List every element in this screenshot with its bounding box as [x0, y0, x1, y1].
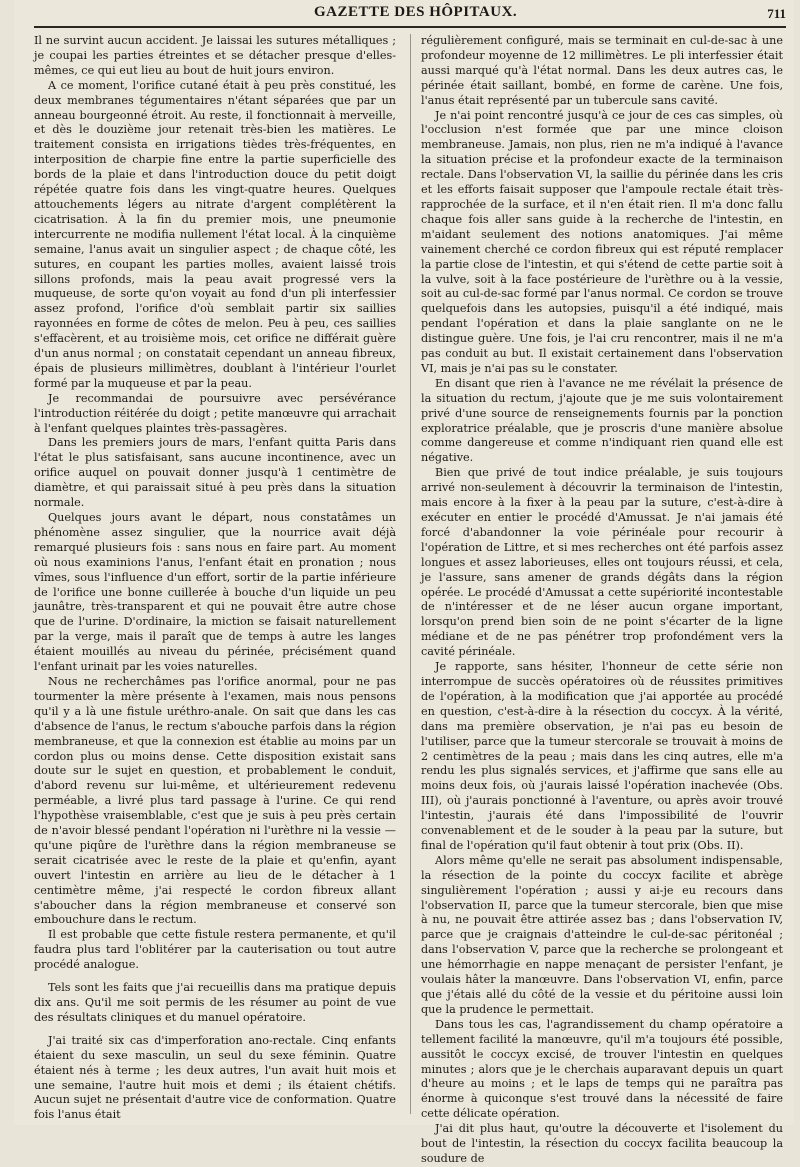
page-number: 711 — [767, 6, 786, 21]
paragraph: Quelques jours avant le départ, nous constatâmes un phénomène assez singulier, que la nourrice avait déjà remarqué plusieurs fois : sans nous en faire part. Au moment où nous examinions l'anus, l'enfant était en pronation ; nous vîmes, sous l'influence d'un effort, sortir de la partie inférieure de l'orifice une bonne cuillerée à bouche d'un liquide un peu jaunâtre, très-transparent et qui ne pouvait être autre chose que de l'urine. D'ordinaire, la miction se faisait naturellement par la verge, mais il paraît que de temps à autre les langes étaient mouillés au niveau du périnée, précisément quand l'enfant urinait par les voies naturelles. — [34, 511, 396, 674]
right-column — [421, 34, 783, 1165]
paragraph: Je recommandai de poursuivre avec persévérance l'introduction réitérée du doigt ; petite manœuvre qui arrachait à l'enfant quelques plaintes très-passagères. — [34, 391, 396, 435]
paragraph: Alors même qu'elle ne serait pas absolument indispensable, la résection de la pointe du coccyx facilite et abrège singulièrement l'opération ; aussi y ai-je eu recours dans l'observation II, parce que la tumeur stercorale, bien que mise à nu, ne pouvait être attirée assez bas ; dans l'observation IV, parce que je craignais d'atteindre le cul-de-sac péritonéal ; dans l'observation V, parce que la recherche se prolongeant et une hémorrhagie en nappe menaçant de persister l'enfant, je voulais hâter la manœuvre. Dans l'observation VI, enfin, parce que j'étais allé du côté de la vessie et du péritoine aussi loin que la prudence le permettait. — [421, 853, 783, 1016]
page-header — [14, 0, 794, 26]
paragraph: Nous ne recherchâmes pas l'orifice anormal, pour ne pas tourmenter la mère présente à l'examen, mais nous pensons qu'il y a là une fistule uréthro-anale. On sait que dans les cas d'absence de l'anus, le rectum s'abouche parfois dans la région membraneuse, et que la connexion est établie au moins par un cordon plus ou moins dense. Cette disposition existait sans doute sur le sujet en question, et probablement le conduit, d'abord revenu sur lui-même, et ultérieurement redevenu perméable, a livré plus tard passage à l'urine. Ce qui rend l'hypothèse vraisemblable, c'est que je suis à peu près certain de n'avoir blessé pendant l'opération ni l'urèthre ni la vessie — qu'une piqûre de l'urèthre dans la région membraneuse se serait cicatrisée avec le reste de la plaie et qu'enfin, ayant ouvert l'intestin en arrière au lieu de le détacher à 1 centimètre même, j'ai respecté le cordon fibreux allant s'aboucher dans la région membraneuse et conservé son embouchure dans le rectum. — [34, 674, 396, 927]
paragraph: En disant que rien à l'avance ne me révélait la présence de la situation du rectum, j'ajoute que je me suis volontairement privé d'une source de renseignements fournis par la ponction exploratrice préalable, que je proscris d'une manière absolue comme dangereuse et comme n'indiquant rien quand elle est négative. — [421, 376, 783, 465]
paragraph: Bien que privé de tout indice préalable, je suis toujours arrivé non-seulement à découvrir la terminaison de l'intestin, mais encore à la fixer à la peau par la suture, c'est-à-dire à exécuter en entier le procédé d'Amussat. Je n'ai jamais été forcé d'abandonner la voie périnéale pour recourir à l'opération de Littre, et si mes recherches ont été parfois assez longues et assez laborieuses, elles ont toujours réussi, et cela, je l'assure, sans amener de grands dégâts dans la région opérée. Le procédé d'Amussat a cette supériorité incontestable de n'intéresser et de ne léser aucun organe important, lorsqu'on prend bien soin de ne point s'écarter de la ligne médiane et de ne pas pénétrer trop profondément vers la cavité périnéale. — [421, 466, 783, 659]
paragraph: A ce moment, l'orifice cutané était à peu près constitué, les deux membranes tégumentaires n'étant séparées que par un anneau bourgeonné étroit. Au reste, il fonctionnait à merveille, et dès le douzième jour retenait très-bien les matières. Le traitement consista en irrigations tièdes très-fréquentes, en interposition de charpie fine entre la partie superficielle des bords de la plaie et dans l'introduction douce du petit doigt répétée quatre fois dans les vingt-quatre heures. Quelques attouchements légers au nitrate d'argent complétèrent la cicatrisation. À la fin du premier mois, une pneumonie intercurrente ne modifia nullement l'état local. À la cinquième semaine, l'anus avait un singulier aspect ; de chaque côté, les sutures, en coupant les parties molles, avaient laissé trois sillons profonds, mais la peau avait progressé vers la muqueuse, de sorte qu'on voyait au fond d'un pli interfessier assez profond, l'orifice d'où semblait partir six saillies rayonnées en forme de côtes de melon. Peu à peu, ces saillies s'effacèrent, et au troisième mois, cet orifice ne différait guère d'un anus normal ; on constatait cependant un anneau fibreux, épais de plusieurs millimètres, doublant à l'intérieur l'ourlet formé par la muqueuse et par la peau. — [34, 78, 396, 390]
paragraph: Tels sont les faits que j'ai recueillis dans ma pratique depuis dix ans. Qu'il me soit permis de les résumer au point de vue des résultats cliniques et du manuel opératoire. — [34, 981, 396, 1024]
paragraph: Il ne survint aucun accident. Je laissai les sutures métalliques ; je coupai les parties étreintes et se détacher presque d'elles-mêmes, ce qui eut lieu au bout de huit jours environ. — [34, 34, 396, 77]
paragraph: Dans les premiers jours de mars, l'enfant quitta Paris dans l'état le plus satisfaisant, sans aucune incontinence, avec un orifice auquel on pouvait donner jusqu'à 1 centimètre de diamètre, et qui paraissait situé à peu près dans la situation normale. — [34, 436, 396, 510]
header-rule — [34, 26, 786, 28]
paragraph: Je n'ai point rencontré jusqu'à ce jour de ces cas simples, où l'occlusion n'est formée que par une mince cloison membraneuse. Jamais, non plus, rien ne m'a indiqué à l'avance la situation précise et la profondeur exacte de la terminaison rectale. Dans l'observation VI, la saillie du périnée dans les cris et les efforts faisait supposer que l'ampoule rectale était très-rapprochée de la surface, et il n'en était rien. Il m'a donc fallu chaque fois aller sans guide à la recherche de l'intestin, en m'aidant seulement des notions anatomiques. J'ai même vainement cherché ce cordon fibreux qui est réputé remplacer la partie close de l'intestin, et qui s'étend de cette partie soit à la vulve, soit à la face postérieure de l'urèthre ou à la vessie, soit au cul-de-sac formé par l'anus normal. Ce cordon se trouve quelquefois dans les autopsies, puisqu'il a été indiqué, mais pendant l'opération et dans la plaie sanglante on ne le distingue guère. Une fois, je l'ai cru rencontrer, mais il ne m'a pas conduit au but. Il existait certainement dans l'observation VI, mais je n'ai pas su le constater. — [421, 108, 783, 375]
newspaper-page — [14, 0, 794, 1165]
paragraph: J'ai traité six cas d'imperforation ano-rectale. Cinq enfants étaient du sexe masculin, un seul du sexe féminin. Quatre étaient nés à terme ; les deux autres, l'un avait huit mois et une semaine, l'autre huit mois et demi ; ils étaient chétifs. Aucun sujet ne présentait d'autre vice de conformation. Quatre fois l'anus était — [34, 1033, 396, 1122]
paragraph: J'ai dit plus haut, qu'outre la découverte et l'isolement du bout de l'intestin, la résection du coccyx facilita beaucoup la soudure de — [421, 1122, 783, 1165]
running-title: GAZETTE DES HÔPITAUX. — [314, 4, 518, 20]
column-divider — [410, 34, 411, 1114]
paragraph: Dans tous les cas, l'agrandissement du champ opératoire a tellement facilité la manœuvre, qu'il m'a toujours été possible, aussitôt le coccyx excisé, de trouver l'intestin en quelques minutes ; alors que je le cherchais auparavant depuis un quart d'heure au moins ; et le laps de temps qui ne paraîtra pas énorme à quiconque s'est trouvé dans la nécessité de faire cette délicate opération. — [421, 1017, 783, 1121]
left-column — [34, 34, 396, 1122]
paragraph: régulièrement configuré, mais se terminait en cul-de-sac à une profondeur moyenne de 12 millimètres. Le pli interfessier était aussi marqué qu'à l'état normal. Dans les deux autres cas, le périnée était saillant, bombé, en forme de carène. Une fois, l'anus était représenté par un tubercule sans cavité. — [421, 34, 783, 107]
paragraph: Je rapporte, sans hésiter, l'honneur de cette série non interrompue de succès opératoires où de réussites primitives de l'opération, à la modification que j'ai apportée au procédé en question, c'est-à-dire à la résection du coccyx. À la vérité, dans ma première observation, je n'ai pas eu besoin de l'utiliser, parce que la tumeur stercorale se trouvait à moins de 2 centimètres de la peau ; mais dans les cinq autres, elle m'a rendu les plus signalés services, et j'affirme que sans elle au moins deux fois, où j'aurais laissé l'opération inachevée (Obs. III), où j'aurais ponctionné à l'aventure, ou après avoir trouvé l'intestin, j'aurais été dans l'impossibilité de l'ouvrir convenablement et de le souder à la peau par la suture, but final de l'opération qu'il faut obtenir à tout prix (Obs. II). — [421, 660, 783, 852]
paragraph: Il est probable que cette fistule restera permanente, et qu'il faudra plus tard l'oblitérer par la cauterisation ou tout autre procédé analogue. — [34, 928, 396, 972]
